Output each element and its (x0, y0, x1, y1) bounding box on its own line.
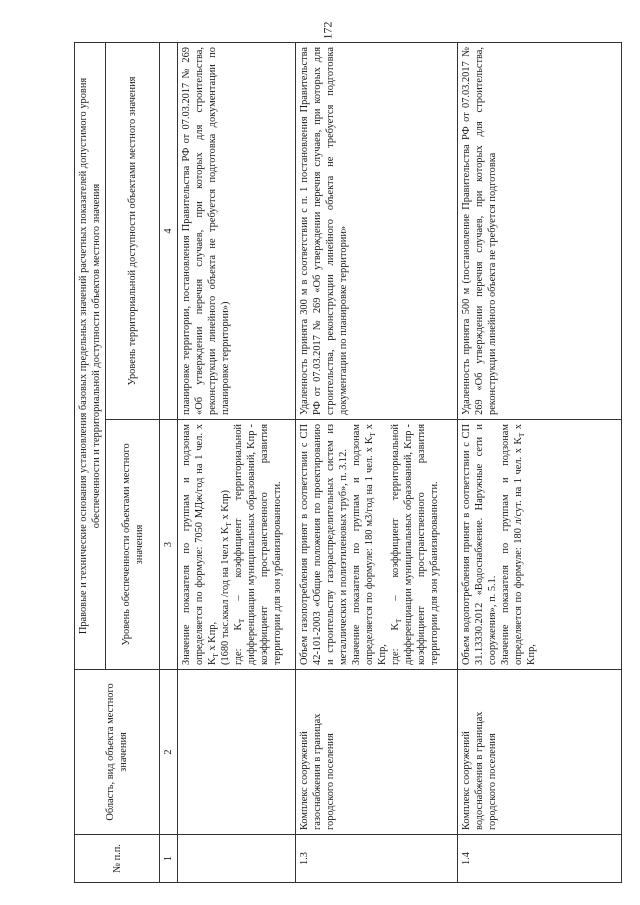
table-row (178, 43, 296, 883)
provision-line: где: $K_Т$ – коэффициент территориальной дифференциации муниципальных образований, Kпр - коэффициент пространственного развития территории для зон урбанизированности. (233, 424, 283, 665)
provision-line: Объем водопотребления принят в соответствии с СП 31.13330.2012 «Водоснабжение. Наружные сети и сооружения», п. 5.1. (461, 424, 498, 665)
header-access: Уровень территориальной доступности объектами местного значения (106, 43, 160, 420)
table-row (296, 43, 458, 883)
row-area (178, 670, 296, 835)
row-area: Комплекс сооружений водоснабжения в границах городского поселения (458, 670, 622, 835)
row-provision-value (178, 420, 296, 670)
provision-line: Значение показателя по группам и подзонам определяется по формуле: 180 л/сут. на 1 чел. x $K_Т$ x Kпр, (500, 424, 537, 665)
header-provision: Уровень обеспеченности объектами местного значения (106, 420, 160, 670)
row-num: 1.4 (458, 835, 622, 883)
col-number-2: 2 (160, 670, 178, 835)
row-access-value: планировке территории, постановления Правительства РФ от 07.03.2017 № 269 «Об утверждении перечня случаев, при которых для строительства, реконструкции линейного объекта не требуется подготовка документации по планировке территории») (178, 43, 296, 420)
column-number-row (160, 43, 178, 883)
row-num (178, 835, 296, 883)
provision-line: Значение показателя по группам и подзонам определяется по формуле: 7050 МДж/год на 1 чел. x $K_Т$ x Kпр, (181, 424, 221, 665)
page-number: 172 (320, 21, 335, 39)
table-row (458, 43, 622, 883)
row-access-value: Удаленность принята 300 м в соответствии с п. 1 постановления Правительства РФ от 07.03.2017 № 269 «Об утверждении перечня случаев, при которых для строительства, реконструкции линейного объекта не требуется подготовка документации по планировке территории» (296, 43, 458, 420)
rotated-table-wrapper (74, 43, 614, 883)
header-group: Правовые и технические основания установления базовых предельных значений расчетных показателей допустимого уровня обеспеченности и территориальной доступности объектов местного значения (75, 43, 106, 670)
norms-table (74, 42, 622, 883)
col-number-3: 3 (160, 420, 178, 670)
row-area: Комплекс сооружений газоснабжения в границах городского поселения (296, 670, 458, 835)
provision-line: где: $K_Т$ – коэффициент территориальной дифференциации муниципальных образований, Kпр - коэффициент пространственного развития территории для зон урбанизированности. (390, 424, 440, 665)
header-num: № п.п. (75, 835, 160, 883)
header-area: Область, вид объекта местного значения (75, 670, 160, 835)
header-row-1 (75, 43, 106, 883)
row-access-value: Удаленность принята 500 м (постановление Правительства РФ от 07.03.2017 № 269 «Об утверждении перечня случаев, при которых для строительства, реконструкции линейного объекта не требуется подготовка (458, 43, 622, 420)
row-provision-value (458, 420, 622, 670)
col-number-4: 4 (160, 43, 178, 420)
provision-line: (1680 тыс.ккал /год на 1чел x $K_Т$ x Kпр) (220, 490, 234, 665)
provision-line: Значение показателя по группам и подзонам определяется по формуле: 180 м3/год на 1 чел. x $K_Т$ x Kпр, (351, 424, 388, 665)
row-num: 1.3 (296, 835, 458, 883)
col-number-1: 1 (160, 835, 178, 883)
row-provision-value (296, 420, 458, 670)
provision-line: Объем газопотребления принят в соответствии с СП 42-101-2003 «Общие положения по проектированию и строительству газораспределительных систем из металлических и полиэтиленовых труб», п. 3.12. (299, 424, 349, 665)
